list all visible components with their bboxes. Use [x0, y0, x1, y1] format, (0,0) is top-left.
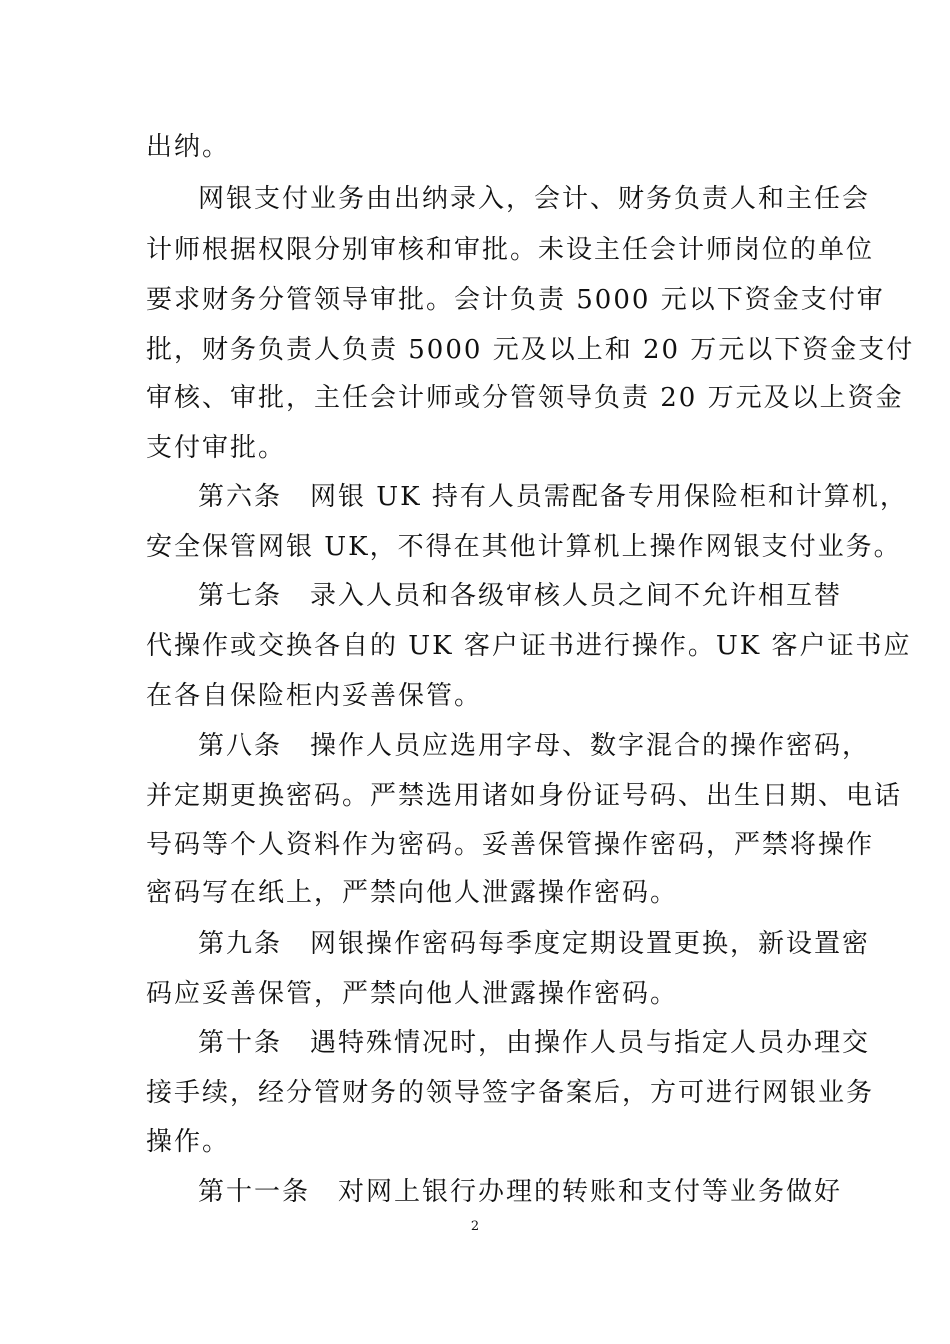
text-line: 计师根据权限分别审核和审批。未设主任会计师岗位的单位 — [146, 235, 875, 265]
text-line: 第九条 网银操作密码每季度定期设置更换，新设置密 — [198, 929, 871, 959]
text-line: 第八条 操作人员应选用字母、数字混合的操作密码， — [198, 731, 871, 761]
text-line: 密码写在纸上，严禁向他人泄露操作密码。 — [146, 878, 679, 908]
text-line: 在各自保险柜内妥善保管。 — [146, 681, 483, 711]
text-line: 支付审批。 — [146, 433, 287, 463]
text-line: 出纳。 — [146, 132, 231, 162]
text-line: 第七条 录入人员和各级审核人员之间不允许相互替 — [198, 581, 843, 611]
text-line: 安全保管网银 UK，不得在其他计算机上操作网银支付业务。 — [146, 532, 902, 562]
text-line: 批，财务负责人负责 5000 元及以上和 20 万元以下资金支付 — [146, 335, 915, 365]
text-line: 要求财务分管领导审批。会计负责 5000 元以下资金支付审 — [146, 285, 885, 315]
text-line: 第六条 网银 UK 持有人员需配备专用保险柜和计算机， — [198, 482, 908, 512]
text-line: 审核、审批，主任会计师或分管领导负责 20 万元及以上资金 — [146, 383, 904, 413]
text-line: 第十一条 对网上银行办理的转账和支付等业务做好 — [198, 1177, 843, 1207]
text-line: 代操作或交换各自的 UK 客户证书进行操作。UK 客户证书应 — [146, 631, 912, 661]
text-line: 并定期更换密码。严禁选用诸如身份证号码、出生日期、电话 — [146, 781, 903, 811]
text-line: 操作。 — [146, 1127, 231, 1157]
text-line: 接手续，经分管财务的领导签字备案后，方可进行网银业务 — [146, 1078, 875, 1108]
text-line: 网银支付业务由出纳录入，会计、财务负责人和主任会 — [198, 184, 871, 214]
text-line: 号码等个人资料作为密码。妥善保管操作密码，严禁将操作 — [146, 830, 875, 860]
text-line: 码应妥善保管，严禁向他人泄露操作密码。 — [146, 979, 679, 1009]
text-line: 第十条 遇特殊情况时，由操作人员与指定人员办理交 — [198, 1028, 871, 1058]
page-number: 2 — [470, 1219, 480, 1234]
